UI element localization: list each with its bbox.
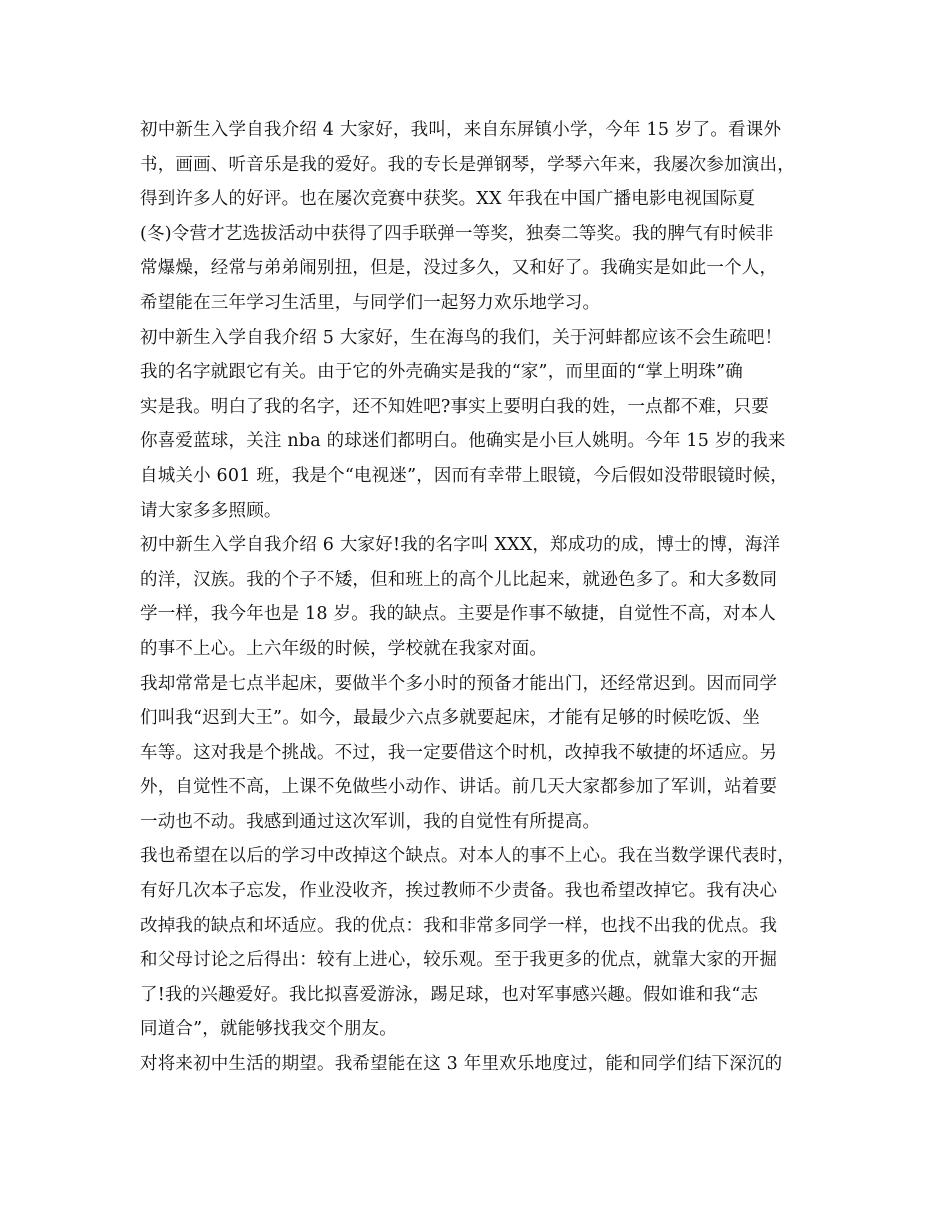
text-line: 我的名字就跟它有关。由于它的外壳确实是我的“家”，而里面的“掌上明珠”确	[140, 362, 743, 383]
text-line: 学一样，我今年也是 18 岁。我的缺点。主要是作事不敏捷，自觉性不高，对本人	[140, 604, 776, 625]
text-line: 的洋，汉族。我的个子不矮，但和班上的高个儿比起来，就逊色多了。和大多数同	[140, 569, 778, 590]
text-line: 初中新生入学自我介绍 5 大家好，生在海鸟的我们，关于河蚌都应该不会生疏吧！	[140, 327, 783, 348]
text-line: 初中新生入学自我介绍 6 大家好!我的名字叫 XXX，郑成功的成，博士的博，海洋	[140, 535, 781, 556]
text-line: 希望能在三年学习生活里，与同学们一起努力欢乐地学习。	[140, 292, 601, 313]
text-line: 一动也不动。我感到通过这次军训，我的自觉性有所提高。	[140, 811, 601, 832]
text-line: 请大家多多照顾。	[140, 500, 282, 521]
text-line: 对将来初中生活的期望。我希望能在这 3 年里欢乐地度过，能和同学们结下深沉的	[140, 1054, 783, 1075]
text-line: 我却常常是七点半起床，要做半个多小时的预备才能出门，还经常迟到。因而同学	[140, 673, 778, 694]
text-line: 实是我。明白了我的名字，还不知姓吧?事实上要明白我的姓，一点都不难，只要	[140, 396, 770, 417]
text-line: 你喜爱蓝球，关注 nba 的球迷们都明白。他确实是小巨人姚明。今年 15 岁的我来	[140, 431, 786, 452]
text-line: (冬)令营才艺选拔活动中获得了四手联弹一等奖，独奏二等奖。我的脾气有时候非	[140, 223, 774, 244]
text-line: 常爆燥，经常与弟弟闹别扭，但是，没过多久，又和好了。我确实是如此一个人，	[140, 258, 778, 279]
text-line: 了!我的兴趣爱好。我比拟喜爱游泳，踢足球，也对军事感兴趣。假如谁和我“志	[140, 984, 759, 1005]
document-body	[140, 113, 820, 1082]
text-line: 书，画画、听音乐是我的爱好。我的专长是弹钢琴，学琴六年来，我屡次参加演出，	[140, 154, 795, 175]
text-line: 得到许多人的好评。也在屡次竞赛中获奖。XX 年我在中国广播电影电视国际夏	[140, 189, 756, 210]
text-line: 初中新生入学自我介绍 4 大家好，我叫，来自东屏镇小学，今年 15 岁了。看课外	[140, 120, 782, 140]
text-line: 外，自觉性不高，上课不免做些小动作、讲话。前几天大家都参加了军训，站着要	[140, 777, 778, 798]
text-line: 自城关小 601 班，我是个“电视迷”，因而有幸带上眼镜，今后假如没带眼镜时候，	[140, 465, 788, 486]
text-line: 我也希望在以后的学习中改掉这个缺点。对本人的事不上心。我在当数学课代表时，	[140, 846, 795, 867]
text-line: 改掉我的缺点和坏适应。我的优点：我和非常多同学一样，也找不出我的优点。我	[140, 915, 778, 936]
text-line: 同道合”，就能够找我交个朋友。	[140, 1019, 397, 1040]
text-line: 有好几次本子忘发，作业没收齐，挨过教师不少责备。我也希望改掉它。我有决心	[140, 881, 778, 902]
text-line: 的事不上心。上六年级的时候，学校就在我家对面。	[140, 638, 548, 659]
text-line: 和父母讨论之后得出：较有上进心，较乐观。至于我更多的优点，就靠大家的开掘	[140, 950, 778, 971]
text-line: 车等。这对我是个挑战。不过，我一定要借这个时机，改掉我不敏捷的坏适应。另	[140, 742, 778, 763]
text-line: 们叫我“迟到大王”。如今，最最少六点多就要起床，才能有足够的时候吃饭、坐	[140, 708, 761, 729]
